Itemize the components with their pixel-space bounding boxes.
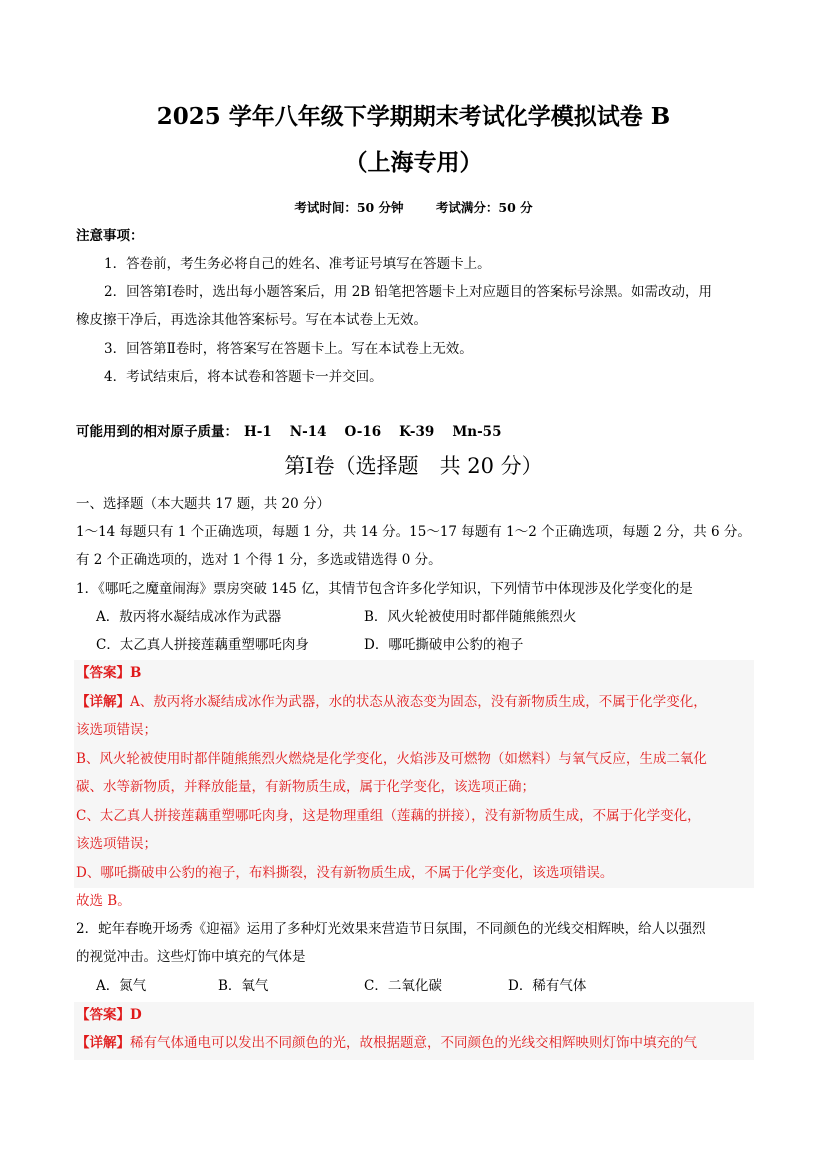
exam-meta xyxy=(0,198,827,216)
atomic-mass-value: N-14 xyxy=(289,424,327,440)
option-d: D．稀有气体 xyxy=(508,978,587,994)
note-item: 1．答卷前，考生务必将自己的姓名、准考证号填写在答题卡上。 xyxy=(104,256,491,272)
explanation-line xyxy=(76,692,707,712)
answer-label: 【答案】B xyxy=(76,665,142,681)
explanation-line xyxy=(76,1033,697,1053)
notes-heading: 注意事项： xyxy=(76,228,144,244)
note-item: 2．回答第Ⅰ卷时，选出每小题答案后，用 2B 铅笔把答题卡上对应题目的答案标号涂黑。如需改动，用 xyxy=(104,284,713,300)
question-stem: 2．蛇年春晚开场秀《迎福》运用了多种灯光效果来营造节日氛围，不同颜色的光线交相辉映，给人以强烈 xyxy=(76,921,706,937)
atomic-mass-value: K-39 xyxy=(399,424,435,440)
rule-text: 有 2 个正确选项的，选对 1 个得 1 分，多选或错选得 0 分。 xyxy=(76,552,442,568)
rule-text: 1～14 每题只有 1 个正确选项，每题 1 分，共 14 分。15～17 每题有 1～2 个正确选项，每题 2 分，共 6 分。 xyxy=(76,524,751,540)
note-item: 3．回答第Ⅱ卷时，将答案写在答题卡上。写在本试卷上无效。 xyxy=(104,341,473,357)
option-c: C．太乙真人拼接莲藕重塑哪吒肉身 xyxy=(96,637,309,653)
exam-score: 考试满分：50 分 xyxy=(435,200,533,215)
atomic-mass-value: O-16 xyxy=(344,424,382,440)
explanation-line: B、风火轮被使用时都伴随熊熊烈火燃烧是化学变化，火焰涉及可燃物（如燃料）与氧气反应，生成二氧化 xyxy=(76,751,707,767)
detail-text: 稀有气体通电可以发出不同颜色的光，故根据题意，不同颜色的光线交相辉映则灯饰中填充的气 xyxy=(130,1035,697,1051)
question-stem: 1．《哪吒之魔童闹海》票房突破 145 亿，其情节包含许多化学知识，下列情节中体现涉及化学变化的是 xyxy=(76,581,693,597)
explanation-line: 该选项错误； xyxy=(76,722,157,738)
atomic-mass-label: 可能用到的相对原子质量： xyxy=(76,424,238,440)
detail-label: 【详解】 xyxy=(76,1035,130,1051)
atomic-mass-value: H-1 xyxy=(244,424,272,440)
atomic-mass-line xyxy=(76,422,519,442)
exam-time: 考试时间：50 分钟 xyxy=(294,200,404,215)
option-a: A．敖丙将水凝结成冰作为武器 xyxy=(96,609,282,625)
option-b: B．氧气 xyxy=(218,978,269,994)
explanation-line: C、太乙真人拼接莲藕重塑哪吒肉身，这是物理重组（莲藕的拼接），没有新物质生成，不属于化学变化， xyxy=(76,808,701,824)
explanation-line: 该选项错误； xyxy=(76,836,157,852)
option-d: D．哪吒撕破申公豹的袍子 xyxy=(364,637,524,653)
section-title: 第Ⅰ卷（选择题 共 20 分） xyxy=(284,454,543,478)
page-title: 2025 学年八年级下学期期末考试化学模拟试卷 B xyxy=(156,103,671,130)
explanation-line: D、哪吒撕破申公豹的袍子，布料撕裂，没有新物质生成，不属于化学变化，该选项错误。 xyxy=(76,865,614,881)
option-b: B．风火轮被使用时都伴随熊熊烈火 xyxy=(364,609,577,625)
question-stem: 的视觉冲击。这些灯饰中填充的气体是 xyxy=(76,949,306,965)
atomic-mass-value: Mn-55 xyxy=(452,424,502,440)
part-heading: 一、选择题（本大题共 17 题，共 20 分） xyxy=(76,496,331,512)
explanation-line: 故选 B。 xyxy=(76,893,131,909)
explanation-line: 碳、水等新物质，并释放能量，有新物质生成，属于化学变化，该选项正确； xyxy=(76,779,535,795)
note-item: 4．考试结束后，将本试卷和答题卡一并交回。 xyxy=(104,369,383,385)
answer-label: 【答案】D xyxy=(76,1007,142,1023)
option-c: C．二氧化碳 xyxy=(364,978,442,994)
detail-label: 【详解】 xyxy=(76,694,130,710)
option-a: A．氮气 xyxy=(96,978,147,994)
detail-text: A、敖丙将水凝结成冰作为武器，水的状态从液态变为固态，没有新物质生成，不属于化学变化， xyxy=(130,694,707,710)
note-item: 橡皮擦干净后，再选涂其他答案标号。写在本试卷上无效。 xyxy=(76,312,427,328)
page-subtitle: （上海专用） xyxy=(344,149,483,176)
